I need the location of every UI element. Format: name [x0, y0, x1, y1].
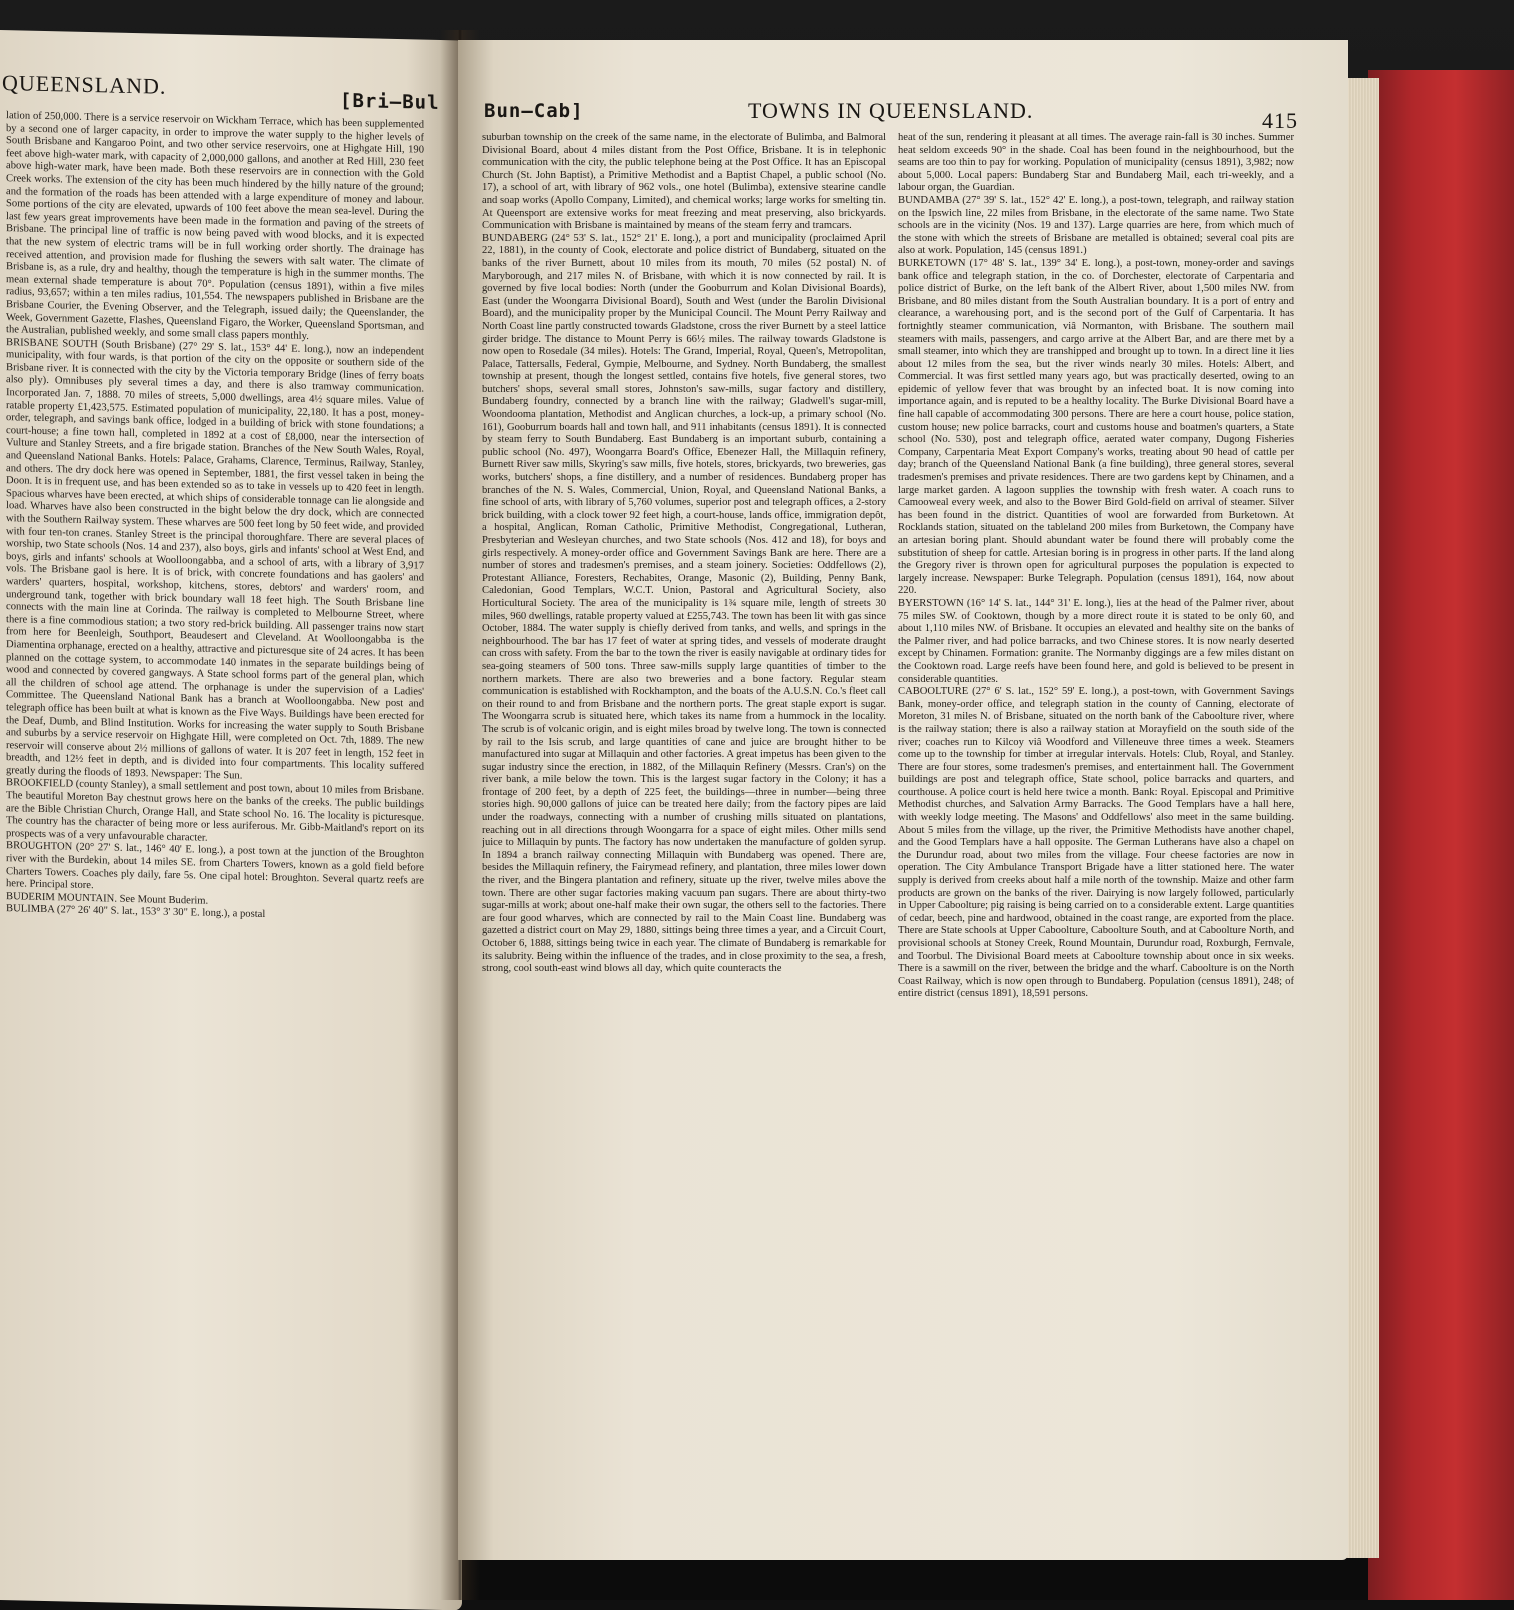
paragraph: heat of the sun, rendering it pleasant at all times. The average rain-fall is 30 inches. Summer heat seldom exceeds 90° in the shade. Coal has been found in the neighbourhood, but the seams are too thin to pay for working. Population of municipality (census 1891), 3,982; now about 5,000. Local papers: Bundaberg Star and Bundaberg Mail, each tri-weekly, and a labour organ, the Guardian.	[898, 132, 1294, 194]
entry-brisbane-south: BRISBANE SOUTH (South Brisbane) (27° 29' S. lat., 153° 44' E. long.), now an independent municipality, with four wards, is that portion of the city on the opposite or southern side of the Brisbane river. It is connected with the city by the Victoria temporary Bridge (lines of ferry boats also ply). Omnibuses ply several times a day, and there is also tramway communication. Incorporated Jan. 7, 1888. 70 miles of streets, 5,000 dwellings, area 4½ square miles. Value of ratable property £1,423,575. Estimated population of municipality, 22,180. It has a post, money-order, telegraph, and savings bank office, lodged in a building of brick with stone foundations; a court-house; a fine town hall, completed in 1892 at a cost of £8,000, near the intersection of Vulture and Stanley Streets, and a fire brigade station. Branches of the New South Wales, Royal, and Queensland National Banks. Hotels: Palace, Grahams, Clarence, Terminus, Railway, Stanley, and others. The dry dock here was opened in September, 1881, the first vessel taken in being the Doon. It is in frequent use, and has been extended so as to take in vessels up to 420 feet in length. Spacious wharves have been erected, at which ships of considerable tonnage can lie alongside and load. Wharves have also been constructed in the bight below the dry dock, which are connected with the Southern Railway system. These wharves are 500 feet long by 50 feet wide, and provided with four ten-ton cranes. Stanley Street is the principal thoroughfare. There are several places of worship, two State schools (Nos. 14 and 237), also boys, girls and infants' school at West End, and boys, girls and infants' schools at Woolloongabba, and a school of arts, with a library of 3,917 vols. The Brisbane gaol is here. It is of brick, with concrete foundations and has gaolers' and warders' quarters, hospital, workshop, kitchens, stores, debtors' and warders' room, and underground tank, together with brick boundary wall 18 feet high. The South Brisbane line connects with the main line at Corinda. The railway is completed to Melbourne Street, where there is a fine commodious station; a two story red-brick building. All passenger trains now start from here for Beenleigh, Southport, Beaudesert and Cleveland. At Woolloongabba is the Diamentina orphanage, erected on a healthy, attractive and picturesque site of 24 acres. It has been planned on the cottage system, to accommodate 140 inmates in the separate buildings being of wood and connected by covered gangways. A State school forms part of the general plan, which all the children of school age attend. The orphanage is under the supervision of a Ladies' Committee. The Queensland National Bank has a branch at Woolloongabba. New post and telegraph office has been built at what is known as the Five Ways. Buildings have been erected for the Deaf, Dumb, and Blind Institution. Works for increasing the water supply to South Brisbane and suburbs by a service reservoir on Highgate Hill, were completed on Oct. 7th, 1889. The new reservoir will conserve about 2½ millions of gallons of water. It is 207 feet in length, 152 feet in breadth, and 12½ feet in depth, and is divided into four compartments. This locality suffered greatly during the floods of 1893. Newspaper: The Sun.	[6, 336, 424, 782]
entry-buderim-mountain: BUDERIM MOUNTAIN. See Mount Buderim.	[6, 890, 209, 907]
entry-broughton: BROUGHTON (20° 27' S. lat., 146° 40' E. long.), a post town at the junction of the Broughton river with the Burdekin, about 14 miles SE. from Charters Towers, known as a gold field before Charters Towers. Coaches ply daily, fare 5s. One cipal hotel: Broughton. Several quartz reefs are here. Principal store.	[6, 840, 424, 892]
entry-bulimba: BULIMBA (27° 26' 40" S. lat., 153° 3' 30" E. long.), a postal	[6, 903, 266, 921]
right-column-1	[482, 132, 886, 1492]
entry-byerstown: BYERSTOWN (16° 14' S. lat., 144° 31' E. long.), lies at the head of the Palmer river, about 75 miles SW. of Cooktown, though by a more direct route it is stated to be only 60, and about 1,110 miles NW. of Brisbane. It occupies an elevated and healthy site on the banks of the Palmer river, and had police barracks, and two Chinese stores. It is now nearly deserted except by Chinamen. Formation: granite. The Normanby diggings are a few miles distant on the Cooktown road. Large reefs have been found here, and gold is believed to be present in considerable quantities.	[898, 597, 1294, 685]
entry-brookfield: BROOKFIELD (county Stanley), a small settlement and post town, about 10 miles from Brisbane. The beautiful Moreton Bay chestnut grows here on the banks of the creeks. The public buildings are the Bible Christian Church, Orange Hall, and State school No. 16. The locality is picturesque. The country has the character of being more or less auriferous. Mr. Gibb-Maitland's report on its prospects was of a very unfavourable character.	[6, 777, 424, 844]
right-running-head: TOWNS IN QUEENSLAND.	[748, 98, 1034, 123]
entry-bundaberg: BUNDABERG (24° 53' S. lat., 152° 21' E. long.), a port and municipality (proclaimed April 22, 1881), in the county of Cook, electorate and police district of Bundaberg, situated on the banks of the river Burnett, about 10 miles from its mouth, 70 miles (52 postal) N. of Maryborough, and 217 miles N. of Brisbane, with which it is now connected by rail. It is governed by five local bodies: North (under the Gooburrum and Kolan Divisional Boards), East (under the Woongarra Divisional Board), South and West (under the Barolin Divisional Board), and the municipality proper by the Municipal Council. The Mount Perry Railway and North Coast line partly constructed towards Gladstone, cross the river Burnett by a steel lattice girder bridge. The distance to Mount Perry is 66½ miles. The railway towards Gladstone is now open to Rosedale (34 miles). Hotels: The Grand, Imperial, Royal, Queen's, Metropolitan, Palace, Tattersalls, Federal, Gympie, Melbourne, and Sydney. North Bundaberg, the smallest township at present, though the longest settled, contains five hotels, five general stores, two butchers' shops, several small stores, Johnston's saw-mills, sugar factory and distillery, Bundaberg foundry, connected by a branch line with the railway; Gladwell's sugar-mill, Woondooma plantation, Methodist and Anglican churches, a lock-up, a primary school (No. 161), Gooburrum boards hall and town hall, and 911 inhabitants (census 1891). It is connected by steam ferry to South Bundaberg. East Bundaberg is an important suburb, containing a public school (No. 497), Woongarra Board's Office, Ebenezer Hall, the Millaquin refinery, Burnett River saw mills, Skyring's saw mills, five hotels, stores, brickyards, two breweries, gas works, butchers' shops, a fine distillery, and a number of residences. Bundaberg proper has branches of the N. S. Wales, Commercial, Union, Royal, and Queensland National Banks, a fine school of arts, with library of 5,760 volumes, superior post and telegraph offices, a 2-story brick building, with a clock tower 92 feet high, a court-house, lands office, immigration depôt, a hospital, Anglican, Roman Catholic, Primitive Methodist, Congregational, Lutheran, Presbyterian and Wesleyan churches, and two State schools (Nos. 412 and 18), for boys and girls respectively. A money-order office and Government Savings Bank are here. There are a number of stores and tradesmen's premises, and a steam joinery. Societies: Oddfellows (2), Protestant Alliance, Foresters, Rechabites, Orange, Masonic (2), Building, Penny Bank, Caledonian, Good Templars, W.C.T. Union, Pastoral and Agricultural Society, also Horticultural Society. The area of the municipality is 1¾ square mile, length of streets 30 miles, 960 dwellings, ratable property valued at £255,743. The town has been lit with gas since October, 1884. The water supply is chiefly derived from tanks, and wells, and springs in the neighbourhood. The bar has 17 feet of water at spring tides, and vessels of moderate draught can cross with safety. From the bar to the town the river is easily navigable at ordinary tides for sea-going steamers of 500 tons. Three saw-mills supply large quantities of timber to the northern markets. There are also two breweries and a bone factory. Regular steam communication is established with Rockhampton, and the boats of the A.U.S.N. Co.'s fleet call on their round to and from Brisbane and the northern ports. The great staple export is sugar. The Woongarra scrub is situated here, which takes its name from a hummock in the locality. The scrub is of volcanic origin, and is eight miles broad by twelve long. The town is connected by rail to the Isis scrub, and large quantities of cane and juice are brought hither to be manufactured into sugar at Millaquin and other factories. A great impetus has been given to the sugar industry since the erection, in 1882, of the Millaquin Refinery (Messrs. Cran's) on the river bank, a mile below the town. This is the largest sugar factory in the Colony; it has a frontage of 200 feet, by a depth of 225 feet, the buildings—three in number—being three stories high. 90,000 gallons of juice can be treated here daily; from the factory pipes are laid under the roadways, connecting with a number of crushing mills situated on plantations, reaching out in all directions through Woongarra for a space of eight miles. Other mills send juice to Millaquin by punts. The factory has now undertaken the manufacture of golden syrup. In 1894 a branch railway connecting Millaquin with Bundaberg was opened. There are, besides the Millaquin refinery, the Fairymead refinery, and plantation, three miles lower down the river, and the Bingera plantation and refinery, situate up the river, twelve miles above the town. There are other sugar factories making vacuum pan sugars. There are about thirty-two sugar-mills at work; about one-half make their own sugar, the others sell to the factories. There are four good wharves, which are connected by rail to the Main Coast line. Bundaberg was gazetted a district court on May 29, 1880, sittings being three times a year, and a Circuit Court, October 6, 1888, sittings being twice in each year. The climate of Bundaberg is remarkable for its salubrity. Being within the influence of the trades, and in close proximity to the sea, a fresh, strong, cool south-east wind blows all day, which quite counteracts the	[482, 232, 886, 975]
left-page	[0, 30, 462, 1610]
left-running-head: QUEENSLAND.	[2, 70, 167, 99]
paragraph: lation of 250,000. There is a service reservoir on Wickham Terrace, which has been supplemented by a second one of larger capacity, in order to improve the water supply to the higher levels of South Brisbane and Kangaroo Point, and two other service reservoirs, one at Highgate Hill, 190 feet above high-water mark, with capacity of 2,000,000 gallons, and another at Red Hill, 230 feet above high-water mark, have been made. Both these reservoirs are in connection with the Gold Creek works. The extension of the city has been much hindered by the hilly nature of the ground; and the formation of the roads has been attended with a large expenditure of money and labour. Some portions of the city are elevated, upwards of 100 feet above the mean sea-level. During the last few years great improvements have been made in the formation and paving of the streets of Brisbane. The principal line of traffic is now being paved with wood blocks, and it is expected that the new system of electric trams will be in full working order shortly. The drainage has received attention, and provision made for flushing the sewers with salt water. The climate of Brisbane is, as a rule, dry and healthy, though the temperature is high in the summer months. The mean external shade temperature is about 70°. Population (census 1891), within a five miles radius, 93,657; within a ten miles radius, 101,554. The newspapers published in Brisbane are the Brisbane Courier, the Evening Observer, and the Telegraph, issued daily; the Queenslander, the Week, Government Gazette, Flashes, Queensland Figaro, the Worker, Queensland Sportsman, and the Australian, published weekly, and some small class papers monthly.	[6, 110, 424, 343]
right-page	[458, 40, 1348, 1560]
entry-burketown: BURKETOWN (17° 48' S. lat., 139° 34' E. long.), a post-town, money-order and savings bank office and telegraph station, in the co. of Dorchester, electorate of Carpentaria and police district of Burke, on the left bank of the Albert River, about 1,500 miles NW. from Brisbane, and 80 miles distant from the South Australian boundary. It is a port of entry and clearance, a warehousing port, and is the second port of the Gulf of Carpentaria. It has fortnightly steamer communication, viâ Normanton, with Brisbane. The southern mail steamers with mails, passengers, and cargo arrive at the Albert Bar, and are there met by a small steamer, into which they are transhipped and brought up to town. In a direct line it lies about 12 miles from the sea, but the river winds nearly 30 miles. Hotels: Albert, and Commercial. It was first settled many years ago, but was practically deserted, owing to an epidemic of yellow fever that was brought by an infected boat. It is now coming into importance again, and is reputed to be a healthy locality. The Burke Divisional Board have a fine hall capable of accommodating 300 persons. There are here a court house, police station, custom house; new police barracks, court and customs house and boatmen's quarters, a State school (No. 530), post and telegraph office, aerated water company, Dugong Fisheries Company, Carpentaria Meat Export Company's works, treating about 90 head of cattle per day; branch of the Queensland National Bank (a fine building), three general stores, several tradesmen's premises and private residences. There are two gardens kept by Chinamen, and a large market garden. A lagoon supplies the township with fresh water. A coach runs to Camooweal every week, and also to the Bower Bird Gold-field on arrival of steamer. Silver has been found in the district. Quantities of wool are forwarded from Burketown. At Rocklands station, situated on the tableland 200 miles from Burketown, the Company have an artesian boring plant. Should abundant water be found there will probably come the substitution of sheep for cattle. Artesian boring is in progress in other parts. If the land along the Gregory river is thrown open for agricultural purposes the population is expected to largely increase. Newspaper: Burke Telegraph. Population (census 1891), 164, now about 220.	[898, 257, 1294, 597]
entry-bundamba: BUNDAMBA (27° 39' S. lat., 152° 42' E. long.), a post-town, telegraph, and railway station on the Ipswich line, 22 miles from Brisbane, in the electorate of the same name. Two State schools are in the vicinity (Nos. 19 and 137). Large quarries are here, from which much of the stone with which the streets of Brisbane are metalled is obtained; several coal pits are also at work. Population, 145 (census 1891.)	[898, 194, 1294, 257]
right-column-2	[898, 132, 1294, 1492]
left-text-column	[6, 110, 424, 1539]
left-page-range: [Bri—Bul	[340, 89, 440, 114]
paragraph: suburban township on the creek of the same name, in the electorate of Bulimba, and Balmoral Divisional Board, about 4 miles distant from the Post Office, Brisbane. It is in telephonic communication with the city, the public telephone being at the Post Office. It has an Episcopal Church (St. John Baptist), a Primitive Methodist and a Baptist Chapel, a public school (No. 17), a school of art, with library of 962 vols., one hotel (Bulimba), extensive stearine candle and soap works (Apollo Company, Limited), and chemical works; large works for smelting tin. At Queensport are extensive works for meat freezing and meat preserving, also brickyards. Communication with Brisbane is maintained by means of the steam ferry and tramcars.	[482, 132, 886, 232]
red-book-cover	[1368, 70, 1514, 1600]
right-page-range: Bun—Cab]	[484, 100, 584, 122]
page-number: 415	[1262, 108, 1298, 133]
page-edges	[1346, 78, 1379, 1558]
entry-caboolture: CABOOLTURE (27° 6' S. lat., 152° 59' E. long.), a post-town, with Government Savings Bank, money-order office, and telegraph station in the county of Canning, electorate of Moreton, 31 miles N. of Brisbane, situated on the north bank of the Caboolture river, where is the railway station; there is also a railway station at Morayfield on the south side of the river; coaches run to Kilcoy viâ Woodford and Villeneuve three times a week. Steamers come up to the township for timber at irregular intervals. Hotels: Club, Royal, and Stanley. There are four stores, some tradesmen's premises, and entertainment hall. The Government buildings are post and telegraph office, State school, police barracks and quarters, and courthouse. A police court is held here twice a month. Bank: Royal. Episcopal and Primitive Methodist churches, and Salvation Army Barracks. The Good Templars have a hall here, with weekly lodge meeting. The Masons' and Oddfellows' also meet in the same building. About 5 miles from the village, up the river, the Primitive Methodists have another chapel, and the Good Templars have a hall opposite. The German Lutherans have also a chapel on the Durundur road, about two miles from the village. Four cheese factories are now in operation. The City Ambulance Transport Brigade have a litter stationed here. The water supply is derived from creeks about half a mile north of the township. Maize and other farm products are grown on the banks of the river. Dairying is now largely followed, particularly in Upper Caboolture; pig raising is being carried on to a considerable extent. Large quantities of cedar, beech, pine and hardwood, obtained in the coast range, are exported from the place. There are State schools at Upper Caboolture, Caboolture South, and at Caboolture North, and provisional schools at Stoney Creek, Round Mountain, Durundur road, Roxburgh, Fernvale, and Toorbul. The Divisional Board meets at Caboolture township about once in six weeks. There is a sawmill on the river, between the bridge and the wharf. Caboolture is on the North Coast Railway, which is now open through to Bundaberg. Population (census 1891), 248; of entire district (census 1891), 18,591 persons.	[898, 686, 1294, 1000]
